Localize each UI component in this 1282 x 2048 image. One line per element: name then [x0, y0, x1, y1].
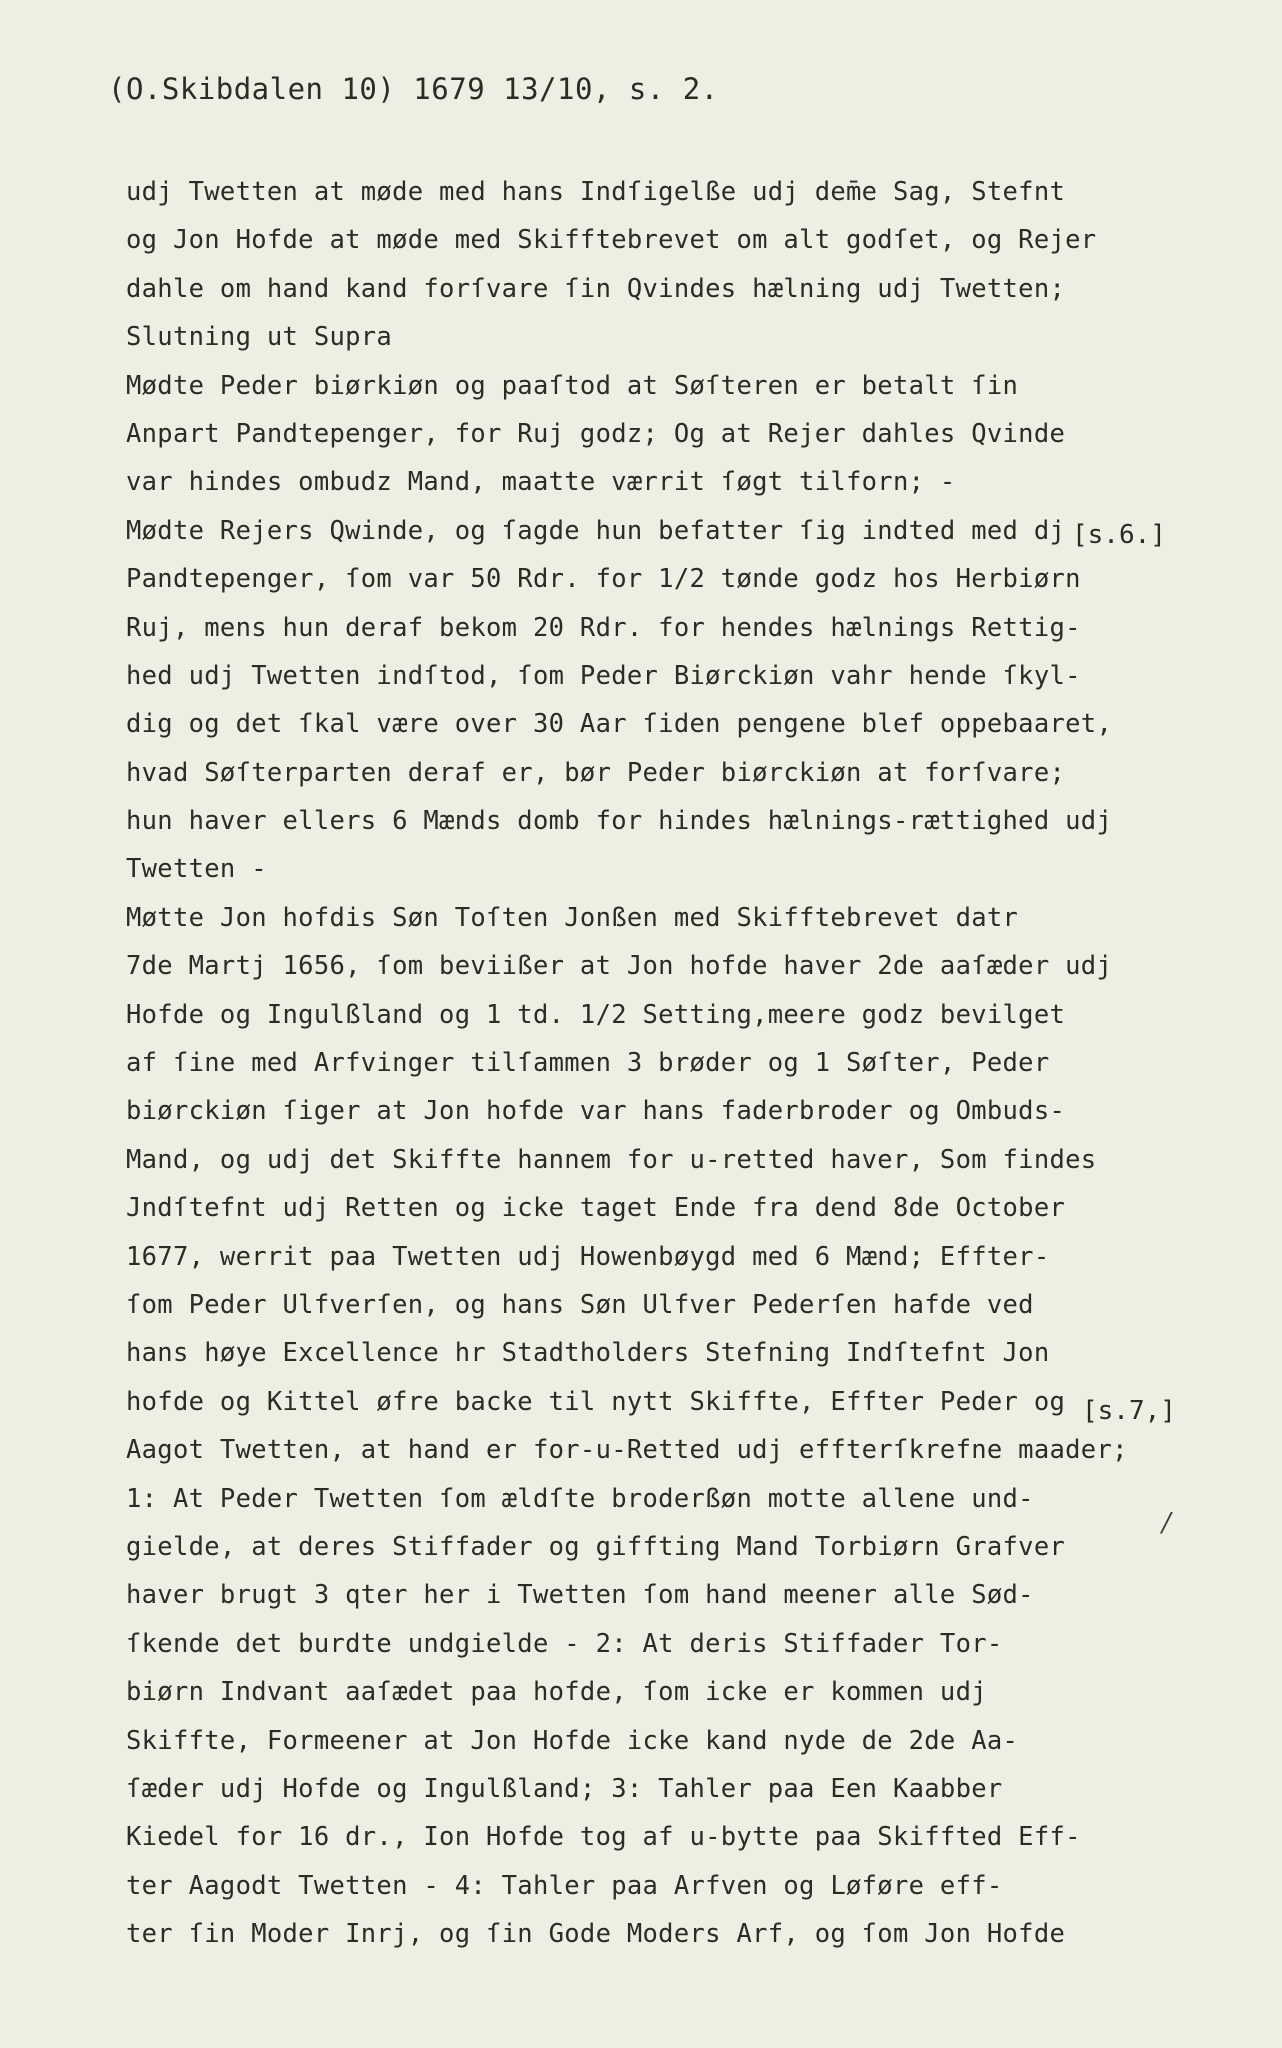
text-line: ter ſin Moder Inrj, og ſin Gode Moders Arf, og ſom Jon Hofde [126, 1919, 1066, 1950]
text-line: af ſine med Arfvinger tilſammen 3 brøder og 1 Søſter, Peder [126, 1048, 1050, 1079]
page-ref-s7: [s.7,] [1082, 1396, 1176, 1426]
text-line: biørn Indvant aaſædet paa hofde, ſom icke er kommen udj [126, 1677, 987, 1708]
text-line: Pandtepenger, ſom var 50 Rdr. for 1/2 tønde godz hos Herbiørn [126, 564, 1081, 595]
text-line: dig og det ſkal være over 30 Aar ſiden pengene blef oppebaaret, [126, 709, 1113, 740]
text-line: Aagot Twetten, at hand er for-u-Retted udj effterſkrefne maader; [126, 1435, 1128, 1466]
text-line: hofde og Kittel øfre backe til nytt Skiffte, Effter Peder og [126, 1386, 1066, 1417]
document-header: (O.Skibdalen 10) 1679 13/10, s. 2. [108, 72, 719, 106]
text-line: Møtte Jon hofdis Søn Toſten Jonßen med Skifftebrevet datr [126, 902, 1019, 933]
transcription-body [126, 168, 1128, 1958]
text-line: haver brugt 3 qter her i Twetten ſom hand meener alle Sød- [126, 1580, 1034, 1611]
text-line: hvad Søſterparten deraf er, bør Peder biørckiøn at forſvare; [126, 757, 1066, 788]
text-line: ſkende det burdte undgielde - 2: At deris Stiffader Tor- [126, 1628, 1003, 1659]
text-line: Slutning ut Supra [126, 322, 393, 353]
text-line: Mødte Rejers Qwinde, og ſagde hun befatter ſig indted med dj [126, 515, 1066, 546]
text-line: ter Aagodt Twetten - 4: Tahler paa Arfven og Løføre eff- [126, 1870, 1003, 1901]
text-line: og Jon Hofde at møde med Skifftebrevet om alt godſet, og Rejer [126, 225, 1097, 256]
text-line: dahle om hand kand forſvare ſin Qvindes hælning udj Twetten; [126, 273, 1066, 304]
text-line: Mødte Peder biørkiøn og paaſtod at Søſteren er betalt ſin [126, 370, 1019, 401]
text-line: hed udj Twetten indſtod, ſom Peder Biørckiøn vahr hende ſkyl- [126, 660, 1081, 691]
text-line: Kiedel for 16 dr., Ion Hofde tog af u-bytte paa Skiffted Eff- [126, 1822, 1081, 1853]
text-line: gielde, at deres Stiffader og giffting Mand Torbiørn Grafver [126, 1531, 1066, 1562]
pencil-tick-mark: / [1162, 1508, 1171, 1538]
text-line: Skiffte, Formeener at Jon Hofde icke kand nyde de 2de Aa- [126, 1725, 1019, 1756]
text-line: hun haver ellers 6 Mænds domb for hindes hælnings-rættighed udj [126, 806, 1113, 837]
text-line: var hindes ombudz Mand, maatte værrit ſøgt tilforn; - [126, 467, 956, 498]
text-line: ſom Peder Ulfverſen, og hans Søn Ulfver Pederſen hafde ved [126, 1289, 1034, 1320]
text-line: hans høye Excellence hr Stadtholders Stefning Indſtefnt Jon [126, 1338, 1050, 1369]
text-line: Anpart Pandtepenger, for Ruj godz; Og at Rejer dahles Qvinde [126, 418, 1066, 449]
text-line: ſæder udj Hofde og Ingulßland; 3: Tahler paa Een Kaabber [126, 1773, 1003, 1804]
text-line: Mand, og udj det Skiffte hannem for u-retted haver, Som findes [126, 1144, 1097, 1175]
text-line: 1677, werrit paa Twetten udj Howenbøygd med 6 Mænd; Effter- [126, 1241, 1050, 1272]
text-line: Twetten - [126, 854, 267, 885]
text-line: Jndſtefnt udj Retten og icke taget Ende fra dend 8de October [126, 1193, 1066, 1224]
page-ref-s6: [s.6.] [1072, 520, 1166, 550]
text-line: udj Twetten at møde med hans Indſigelße udj dem̄e Sag, Stefnt [126, 177, 1066, 207]
text-line: Ruj, mens hun deraf bekom 20 Rdr. for hendes hælnings Rettig- [126, 612, 1081, 643]
text-line: biørckiøn ſiger at Jon hofde var hans faderbroder og Ombuds- [126, 1096, 1066, 1127]
text-line: Hofde og Ingulßland og 1 td. 1/2 Setting,meere godz bevilget [126, 999, 1066, 1030]
text-line: 7de Martj 1656, ſom beviißer at Jon hofde haver 2de aaſæder udj [126, 951, 1113, 982]
text-line: 1: At Peder Twetten ſom ældſte broderßøn motte allene und- [126, 1483, 1034, 1514]
